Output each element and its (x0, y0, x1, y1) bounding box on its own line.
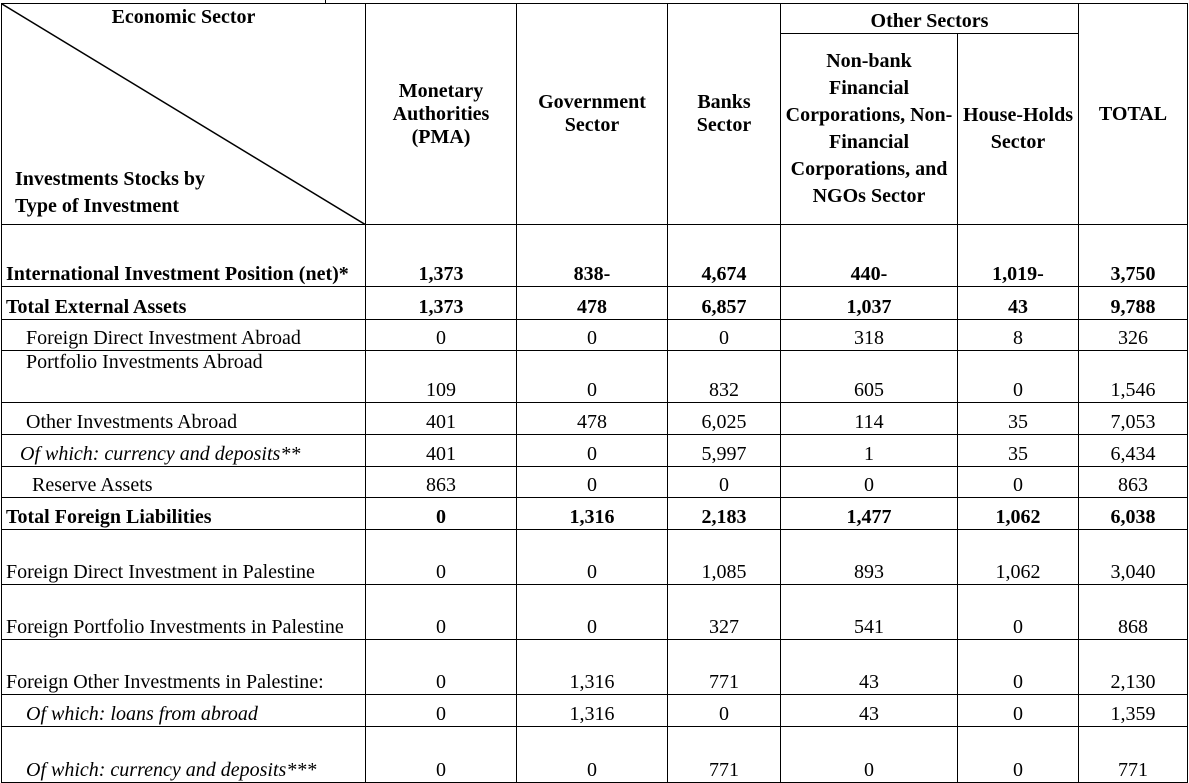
table-body (2, 225, 1188, 783)
cell-households: 0 (958, 467, 1079, 498)
col-header-nonbank: Non-bank Financial Corporations, Non-Financial Corporations, and NGOs Sector (781, 34, 958, 225)
cell-households: 0 (958, 585, 1079, 640)
table-row (2, 225, 1188, 287)
table-row (2, 585, 1188, 640)
cell-banks: 6,857 (668, 287, 781, 320)
cell-pma: 0 (366, 530, 517, 585)
cell-banks: 5,997 (668, 435, 781, 467)
cell-households: 0 (958, 351, 1079, 403)
cell-households: 35 (958, 403, 1079, 435)
cell-nonbank: 1,037 (781, 287, 958, 320)
cell-households: 35 (958, 435, 1079, 467)
row-label: International Investment Position (net)* (2, 225, 366, 287)
cell-households: 0 (958, 727, 1079, 783)
investment-type-label: Investments Stocks by Type of Investment (15, 168, 206, 217)
cell-households: 1,062 (958, 530, 1079, 585)
cell-banks: 0 (668, 467, 781, 498)
row-label: Of which: currency and deposits*** (2, 727, 366, 783)
cell-nonbank: 0 (781, 467, 958, 498)
col-header-government: Government Sector (517, 4, 668, 225)
cell-banks: 1,085 (668, 530, 781, 585)
table-row (2, 498, 1188, 530)
cell-total: 771 (1079, 727, 1188, 783)
cell-total: 6,434 (1079, 435, 1188, 467)
cell-pma: 0 (366, 695, 517, 727)
cell-total: 3,750 (1079, 225, 1188, 287)
cell-total: 1,546 (1079, 351, 1188, 403)
col-header-pma: Monetary Authorities (PMA) (366, 4, 517, 225)
cell-pma: 1,373 (366, 287, 517, 320)
cell-households: 0 (958, 695, 1079, 727)
row-label: Foreign Portfolio Investments in Palestine (2, 585, 366, 640)
cell-banks: 4,674 (668, 225, 781, 287)
cell-nonbank: 318 (781, 320, 958, 351)
cell-government: 838- (517, 225, 668, 287)
cell-households: 1,019- (958, 225, 1079, 287)
cell-total: 7,053 (1079, 403, 1188, 435)
cell-banks: 771 (668, 727, 781, 783)
cell-banks: 0 (668, 695, 781, 727)
cell-pma: 401 (366, 435, 517, 467)
cell-nonbank: 605 (781, 351, 958, 403)
cell-banks: 771 (668, 640, 781, 695)
cell-pma: 0 (366, 585, 517, 640)
cell-government: 478 (517, 287, 668, 320)
cell-households: 0 (958, 640, 1079, 695)
row-label: Other Investments Abroad (2, 403, 366, 435)
row-label: Total Foreign Liabilities (2, 498, 366, 530)
table-row (2, 695, 1188, 727)
cell-total: 6,038 (1079, 498, 1188, 530)
corner-header (2, 4, 366, 225)
table-row (2, 640, 1188, 695)
investment-position-table (1, 3, 1188, 783)
cell-households: 1,062 (958, 498, 1079, 530)
cell-total: 3,040 (1079, 530, 1188, 585)
cell-pma: 0 (366, 640, 517, 695)
cell-government: 0 (517, 435, 668, 467)
cell-government: 0 (517, 320, 668, 351)
cell-government: 0 (517, 467, 668, 498)
cell-households: 43 (958, 287, 1079, 320)
cell-households: 8 (958, 320, 1079, 351)
row-label: Of which: loans from abroad (2, 695, 366, 727)
row-label: Foreign Other Investments in Palestine: (2, 640, 366, 695)
cell-total: 863 (1079, 467, 1188, 498)
table-row (2, 530, 1188, 585)
cell-banks: 327 (668, 585, 781, 640)
cell-nonbank: 0 (781, 727, 958, 783)
cell-banks: 0 (668, 320, 781, 351)
cell-government: 1,316 (517, 498, 668, 530)
cell-nonbank: 1 (781, 435, 958, 467)
cell-government: 1,316 (517, 640, 668, 695)
table-row (2, 467, 1188, 498)
col-header-total: TOTAL (1079, 4, 1188, 225)
economic-sector-label: Economic Sector (111, 6, 256, 28)
cell-pma: 863 (366, 467, 517, 498)
cell-nonbank: 893 (781, 530, 958, 585)
table-row (2, 403, 1188, 435)
cell-total: 326 (1079, 320, 1188, 351)
cell-government: 0 (517, 351, 668, 403)
cell-pma: 0 (366, 320, 517, 351)
cell-nonbank: 114 (781, 403, 958, 435)
cell-government: 0 (517, 585, 668, 640)
table-row (2, 435, 1188, 467)
cell-nonbank: 43 (781, 695, 958, 727)
cell-nonbank: 43 (781, 640, 958, 695)
cell-banks: 2,183 (668, 498, 781, 530)
table-row (2, 287, 1188, 320)
row-label: Of which: currency and deposits** (2, 435, 366, 467)
row-label: Portfolio Investments Abroad (2, 351, 366, 403)
cell-nonbank: 541 (781, 585, 958, 640)
row-label: Reserve Assets (2, 467, 366, 498)
cell-pma: 109 (366, 351, 517, 403)
row-label: Total External Assets (2, 287, 366, 320)
row-label: Foreign Direct Investment in Palestine (2, 530, 366, 585)
cell-total: 2,130 (1079, 640, 1188, 695)
cell-government: 1,316 (517, 695, 668, 727)
cell-total: 9,788 (1079, 287, 1188, 320)
row-label: Foreign Direct Investment Abroad (2, 320, 366, 351)
table-row (2, 320, 1188, 351)
cell-pma: 0 (366, 727, 517, 783)
col-header-households: House-Holds Sector (958, 34, 1079, 225)
cell-banks: 832 (668, 351, 781, 403)
cell-nonbank: 1,477 (781, 498, 958, 530)
col-header-banks: Banks Sector (668, 4, 781, 225)
table-row (2, 351, 1188, 403)
cell-banks: 6,025 (668, 403, 781, 435)
cell-nonbank: 440- (781, 225, 958, 287)
cell-government: 478 (517, 403, 668, 435)
cell-government: 0 (517, 530, 668, 585)
cell-pma: 1,373 (366, 225, 517, 287)
cell-pma: 401 (366, 403, 517, 435)
cell-pma: 0 (366, 498, 517, 530)
cell-government: 0 (517, 727, 668, 783)
table-row (2, 727, 1188, 783)
header-row-1 (2, 4, 1188, 34)
cell-total: 868 (1079, 585, 1188, 640)
cell-total: 1,359 (1079, 695, 1188, 727)
col-header-other-sectors: Other Sectors (781, 4, 1079, 34)
